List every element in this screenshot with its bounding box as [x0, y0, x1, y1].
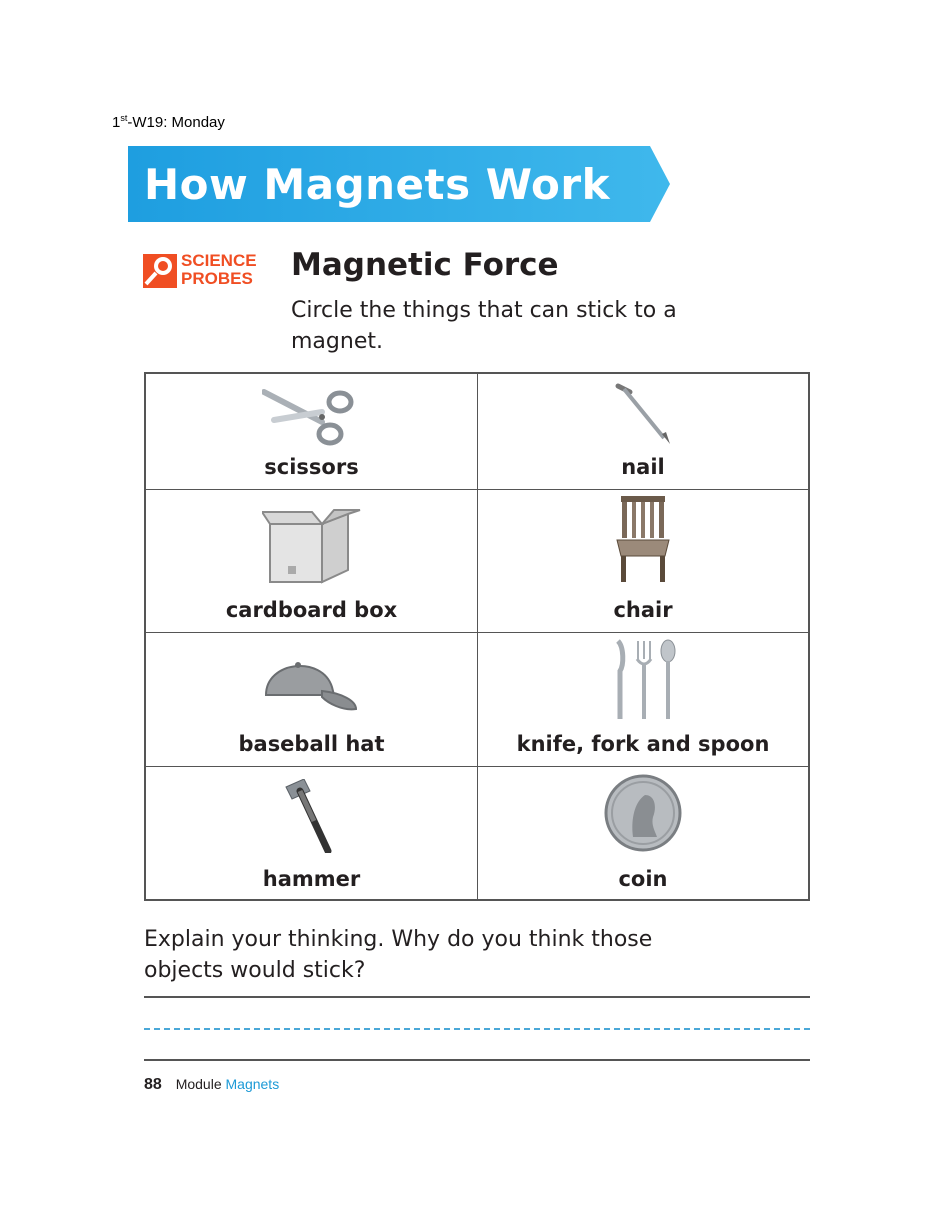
- footer-topic: Magnets: [225, 1076, 280, 1092]
- item-cell-hammer[interactable]: [146, 767, 478, 901]
- page-header-note: 1st-W19: Monday: [112, 113, 225, 131]
- item-cell-nail[interactable]: [478, 374, 808, 490]
- writing-line-base[interactable]: [144, 1059, 810, 1061]
- page-footer: [144, 1076, 279, 1094]
- item-label: knife, fork and spoon: [516, 732, 770, 756]
- item-label: baseball hat: [238, 732, 385, 756]
- item-cell-coin[interactable]: [478, 767, 808, 901]
- item-label: scissors: [264, 455, 359, 479]
- baseball-hat-icon: [262, 651, 362, 717]
- cutlery-icon: [608, 639, 678, 721]
- coin-icon: [603, 773, 683, 853]
- items-grid: [144, 372, 810, 901]
- science-probes-logo: SCIENCE PROBES: [143, 252, 258, 292]
- explain-question: Explain your thinking. Why do you think those objects would stick?: [144, 927, 653, 983]
- item-label: hammer: [262, 867, 361, 891]
- item-cell-chair[interactable]: [478, 490, 808, 633]
- item-label: coin: [618, 867, 668, 891]
- item-cell-cutlery[interactable]: [478, 633, 808, 767]
- item-cell-scissors[interactable]: [146, 374, 478, 490]
- title-banner: [128, 146, 670, 222]
- nail-icon: [608, 378, 678, 448]
- page-number: 88: [144, 1076, 162, 1093]
- item-label: nail: [621, 455, 665, 479]
- instructions: Circle the things that can stick to a magnet.: [291, 298, 677, 354]
- scissors-icon: [262, 388, 362, 450]
- section-title: Magnetic Force: [291, 247, 559, 283]
- cardboard-box-icon: [262, 508, 362, 584]
- chair-icon: [613, 496, 673, 582]
- item-cell-baseball-hat[interactable]: [146, 633, 478, 767]
- hammer-icon: [282, 779, 342, 853]
- banner-title: How Magnets Work: [144, 160, 611, 209]
- item-label: cardboard box: [225, 598, 398, 622]
- item-label: chair: [613, 598, 673, 622]
- footer-module: Module: [175, 1076, 222, 1092]
- writing-line-top[interactable]: [144, 996, 810, 998]
- item-cell-cardboard-box[interactable]: [146, 490, 478, 633]
- writing-line-mid: [144, 1028, 810, 1030]
